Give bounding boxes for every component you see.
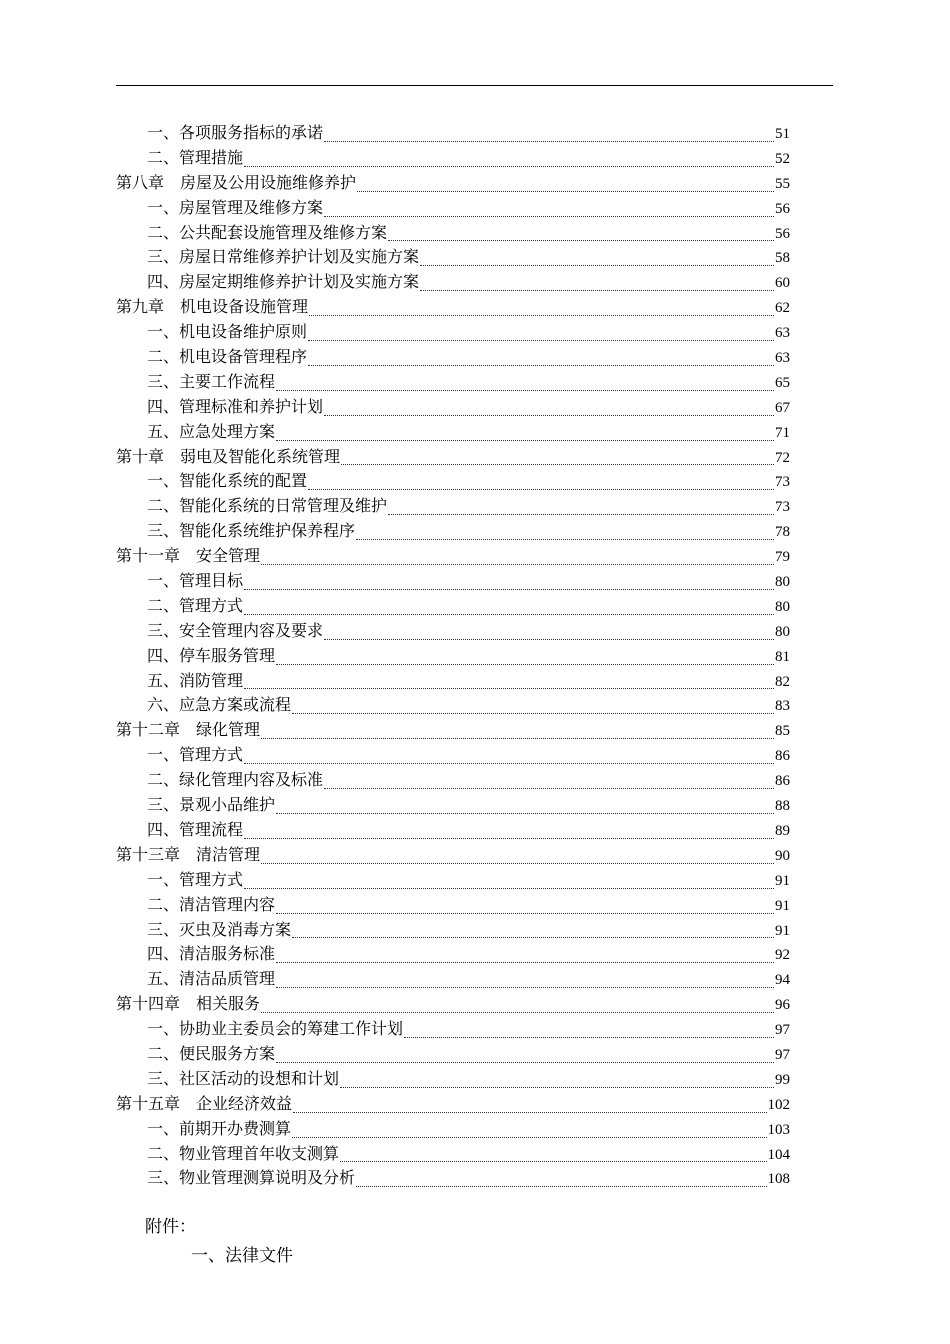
- toc-section-entry[interactable]: [116, 868, 790, 893]
- toc-entry-title: 五、清洁品质管理: [147, 969, 276, 989]
- toc-entry-title: 二、物业管理首年收支测算: [147, 1143, 340, 1163]
- toc-section-entry[interactable]: [116, 893, 790, 918]
- toc-entry-title: 第十四章 相关服务: [116, 994, 261, 1014]
- toc-section-entry[interactable]: [116, 619, 790, 644]
- toc-dot-leader: [356, 539, 774, 540]
- toc-page-number: 91: [775, 872, 790, 889]
- toc-entry-title: 二、管理措施: [147, 147, 244, 167]
- toc-entry-title: 第十三章 清洁管理: [116, 844, 261, 864]
- toc-dot-leader: [388, 240, 774, 241]
- toc-section-entry[interactable]: [116, 1166, 790, 1191]
- toc-section-entry[interactable]: [116, 196, 790, 221]
- toc-entry-title: 三、社区活动的设想和计划: [147, 1068, 340, 1088]
- toc-chapter-entry[interactable]: [116, 171, 790, 196]
- toc-section-entry[interactable]: [116, 918, 790, 943]
- toc-page-number: 58: [775, 250, 790, 267]
- toc-section-entry[interactable]: [116, 420, 790, 445]
- toc-section-entry[interactable]: [116, 1142, 790, 1167]
- toc-entry-title: 三、房屋日常维修养护计划及实施方案: [147, 247, 420, 267]
- toc-entry-title: 一、机电设备维护原则: [147, 322, 308, 342]
- toc-section-entry[interactable]: [116, 644, 790, 669]
- toc-entry-title: 第十一章 安全管理: [116, 546, 261, 566]
- toc-dot-leader: [357, 191, 774, 192]
- toc-section-entry[interactable]: [116, 221, 790, 246]
- toc-section-entry[interactable]: [116, 594, 790, 619]
- toc-dot-leader: [276, 390, 774, 391]
- toc-dot-leader: [356, 1186, 766, 1187]
- toc-chapter-entry[interactable]: [116, 445, 790, 470]
- toc-entry-title: 三、灭虫及消毒方案: [147, 919, 292, 939]
- toc-dot-leader: [261, 738, 774, 739]
- toc-entry-title: 三、安全管理内容及要求: [147, 620, 324, 640]
- toc-page-number: 78: [775, 524, 790, 541]
- toc-section-entry[interactable]: [116, 1042, 790, 1067]
- toc-section-entry[interactable]: [116, 793, 790, 818]
- toc-page-number: 104: [767, 1146, 790, 1163]
- toc-chapter-entry[interactable]: [116, 992, 790, 1017]
- toc-section-entry[interactable]: [116, 469, 790, 494]
- toc-section-entry[interactable]: [116, 1117, 790, 1142]
- toc-page-number: 67: [775, 399, 790, 416]
- toc-page-number: 96: [775, 997, 790, 1014]
- toc-dot-leader: [340, 1087, 774, 1088]
- toc-page-number: 86: [775, 773, 790, 790]
- toc-dot-leader: [276, 913, 774, 914]
- toc-page-number: 103: [767, 1121, 790, 1138]
- toc-section-entry[interactable]: [116, 743, 790, 768]
- toc-page-number: 91: [775, 897, 790, 914]
- toc-dot-leader: [292, 713, 774, 714]
- toc-dot-leader: [341, 464, 774, 465]
- toc-dot-leader: [244, 763, 774, 764]
- toc-page-number: 72: [775, 449, 790, 466]
- toc-dot-leader: [308, 340, 774, 341]
- toc-dot-leader: [292, 937, 774, 938]
- toc-dot-leader: [324, 639, 774, 640]
- toc-entry-title: 第十章 弱电及智能化系统管理: [116, 446, 341, 466]
- toc-page-number: 99: [775, 1071, 790, 1088]
- attachments-title: 附件：: [145, 1217, 196, 1237]
- toc-dot-leader: [244, 614, 774, 615]
- toc-entry-title: 三、主要工作流程: [147, 371, 276, 391]
- toc-entry-title: 二、管理方式: [147, 595, 244, 615]
- toc-section-entry[interactable]: [116, 768, 790, 793]
- toc-dot-leader: [261, 1012, 774, 1013]
- toc-dot-leader: [276, 1062, 774, 1063]
- toc-entry-title: 二、机电设备管理程序: [147, 347, 308, 367]
- toc-dot-leader: [324, 788, 774, 789]
- toc-page-number: 94: [775, 972, 790, 989]
- toc-page-number: 97: [775, 1046, 790, 1063]
- toc-dot-leader: [324, 415, 774, 416]
- toc-entry-title: 第十二章 绿化管理: [116, 720, 261, 740]
- toc-entry-title: 四、管理流程: [147, 819, 244, 839]
- toc-dot-leader: [308, 489, 774, 490]
- toc-entry-title: 六、应急方案或流程: [147, 695, 292, 715]
- toc-chapter-entry[interactable]: [116, 544, 790, 569]
- toc-page-number: 97: [775, 1022, 790, 1039]
- toc-section-entry[interactable]: [116, 370, 790, 395]
- toc-page-number: 80: [775, 598, 790, 615]
- toc-dot-leader: [308, 365, 774, 366]
- toc-entry-title: 一、管理方式: [147, 745, 244, 765]
- toc-page-number: 82: [775, 673, 790, 690]
- toc-page-number: 85: [775, 723, 790, 740]
- toc-dot-leader: [309, 315, 774, 316]
- toc-dot-leader: [276, 962, 774, 963]
- toc-entry-title: 四、房屋定期维修养护计划及实施方案: [147, 272, 420, 292]
- toc-page-number: 108: [767, 1171, 790, 1188]
- toc-dot-leader: [292, 1137, 766, 1138]
- toc-dot-leader: [261, 863, 774, 864]
- toc-entry-title: 一、房屋管理及维修方案: [147, 197, 324, 217]
- toc-section-entry[interactable]: [116, 967, 790, 992]
- toc-entry-title: 一、管理方式: [147, 869, 244, 889]
- toc-page-number: 73: [775, 474, 790, 491]
- toc-section-entry[interactable]: [116, 395, 790, 420]
- toc-chapter-entry[interactable]: [116, 718, 790, 743]
- toc-entry-title: 四、清洁服务标准: [147, 944, 276, 964]
- toc-dot-leader: [388, 514, 774, 515]
- toc-section-entry[interactable]: [116, 942, 790, 967]
- toc-page-number: 80: [775, 623, 790, 640]
- toc-entry-title: 三、智能化系统维护保养程序: [147, 521, 356, 541]
- toc-dot-leader: [244, 888, 774, 889]
- toc-chapter-entry[interactable]: [116, 843, 790, 868]
- toc-section-entry[interactable]: [116, 669, 790, 694]
- toc-page-number: 55: [775, 175, 790, 192]
- toc-entry-title: 一、管理目标: [147, 571, 244, 591]
- toc-page-number: 52: [775, 150, 790, 167]
- toc-dot-leader: [276, 987, 774, 988]
- toc-dot-leader: [404, 1037, 774, 1038]
- toc-section-entry[interactable]: [116, 146, 790, 171]
- toc-page-number: 80: [775, 574, 790, 591]
- toc-page-number: 73: [775, 499, 790, 516]
- toc-dot-leader: [244, 166, 774, 167]
- toc-dot-leader: [276, 664, 774, 665]
- header-rule: [116, 85, 833, 86]
- toc-page-number: 63: [775, 350, 790, 367]
- toc-page-number: 83: [775, 698, 790, 715]
- toc-page-number: 89: [775, 822, 790, 839]
- toc-entry-title: 第十五章 企业经济效益: [116, 1093, 293, 1113]
- toc-entry-title: 四、停车服务管理: [147, 645, 276, 665]
- toc-page-number: 81: [775, 648, 790, 665]
- toc-section-entry[interactable]: [116, 569, 790, 594]
- toc-dot-leader: [261, 564, 774, 565]
- toc-dot-leader: [244, 688, 774, 689]
- toc-section-entry[interactable]: [116, 320, 790, 345]
- attachment-item: 一、法律文件: [191, 1246, 293, 1266]
- toc-entry-title: 一、智能化系统的配置: [147, 471, 308, 491]
- toc-entry-title: 一、前期开办费测算: [147, 1118, 292, 1138]
- toc-page-number: 91: [775, 922, 790, 939]
- toc-dot-leader: [276, 440, 774, 441]
- toc-section-entry[interactable]: [116, 121, 790, 146]
- toc-dot-leader: [244, 589, 774, 590]
- toc-dot-leader: [324, 141, 774, 142]
- table-of-contents: [116, 121, 790, 1191]
- toc-section-entry[interactable]: [116, 270, 790, 295]
- toc-entry-title: 五、应急处理方案: [147, 421, 276, 441]
- toc-section-entry[interactable]: [116, 345, 790, 370]
- toc-entry-title: 二、清洁管理内容: [147, 894, 276, 914]
- toc-page-number: 56: [775, 225, 790, 242]
- toc-entry-title: 一、各项服务指标的承诺: [147, 123, 324, 142]
- toc-entry-title: 五、消防管理: [147, 670, 244, 690]
- toc-page-number: 60: [775, 275, 790, 292]
- toc-section-entry[interactable]: [116, 1017, 790, 1042]
- toc-page-number: 88: [775, 798, 790, 815]
- toc-entry-title: 第八章 房屋及公用设施维修养护: [116, 172, 357, 192]
- toc-dot-leader: [276, 813, 774, 814]
- toc-section-entry[interactable]: [116, 519, 790, 544]
- toc-page-number: 102: [767, 1096, 790, 1113]
- toc-dot-leader: [244, 838, 774, 839]
- toc-entry-title: 四、管理标准和养护计划: [147, 396, 324, 416]
- toc-entry-title: 二、公共配套设施管理及维修方案: [147, 222, 388, 242]
- toc-dot-leader: [420, 265, 774, 266]
- toc-page-number: 79: [775, 549, 790, 566]
- toc-entry-title: 第九章 机电设备设施管理: [116, 297, 309, 317]
- toc-section-entry[interactable]: [116, 494, 790, 519]
- toc-page-number: 62: [775, 300, 790, 317]
- toc-section-entry[interactable]: [116, 1067, 790, 1092]
- toc-entry-title: 一、协助业主委员会的筹建工作计划: [147, 1019, 404, 1039]
- toc-entry-title: 二、智能化系统的日常管理及维护: [147, 496, 388, 516]
- toc-dot-leader: [340, 1161, 766, 1162]
- toc-page-number: 86: [775, 748, 790, 765]
- toc-chapter-entry[interactable]: [116, 1092, 790, 1117]
- toc-dot-leader: [420, 290, 774, 291]
- toc-page-number: 63: [775, 325, 790, 342]
- toc-page-number: 51: [775, 126, 790, 142]
- toc-entry-title: 二、便民服务方案: [147, 1043, 276, 1063]
- toc-section-entry[interactable]: [116, 245, 790, 270]
- toc-page-number: 92: [775, 947, 790, 964]
- toc-page-number: 71: [775, 424, 790, 441]
- toc-dot-leader: [293, 1112, 766, 1113]
- toc-page-number: 65: [775, 374, 790, 391]
- toc-section-entry[interactable]: [116, 693, 790, 718]
- toc-page-number: 90: [775, 847, 790, 864]
- toc-entry-title: 三、物业管理测算说明及分析: [147, 1168, 356, 1188]
- toc-entry-title: 二、绿化管理内容及标准: [147, 770, 324, 790]
- toc-dot-leader: [324, 216, 774, 217]
- toc-page-number: 56: [775, 200, 790, 217]
- toc-chapter-entry[interactable]: [116, 295, 790, 320]
- toc-section-entry[interactable]: [116, 818, 790, 843]
- toc-entry-title: 三、景观小品维护: [147, 795, 276, 815]
